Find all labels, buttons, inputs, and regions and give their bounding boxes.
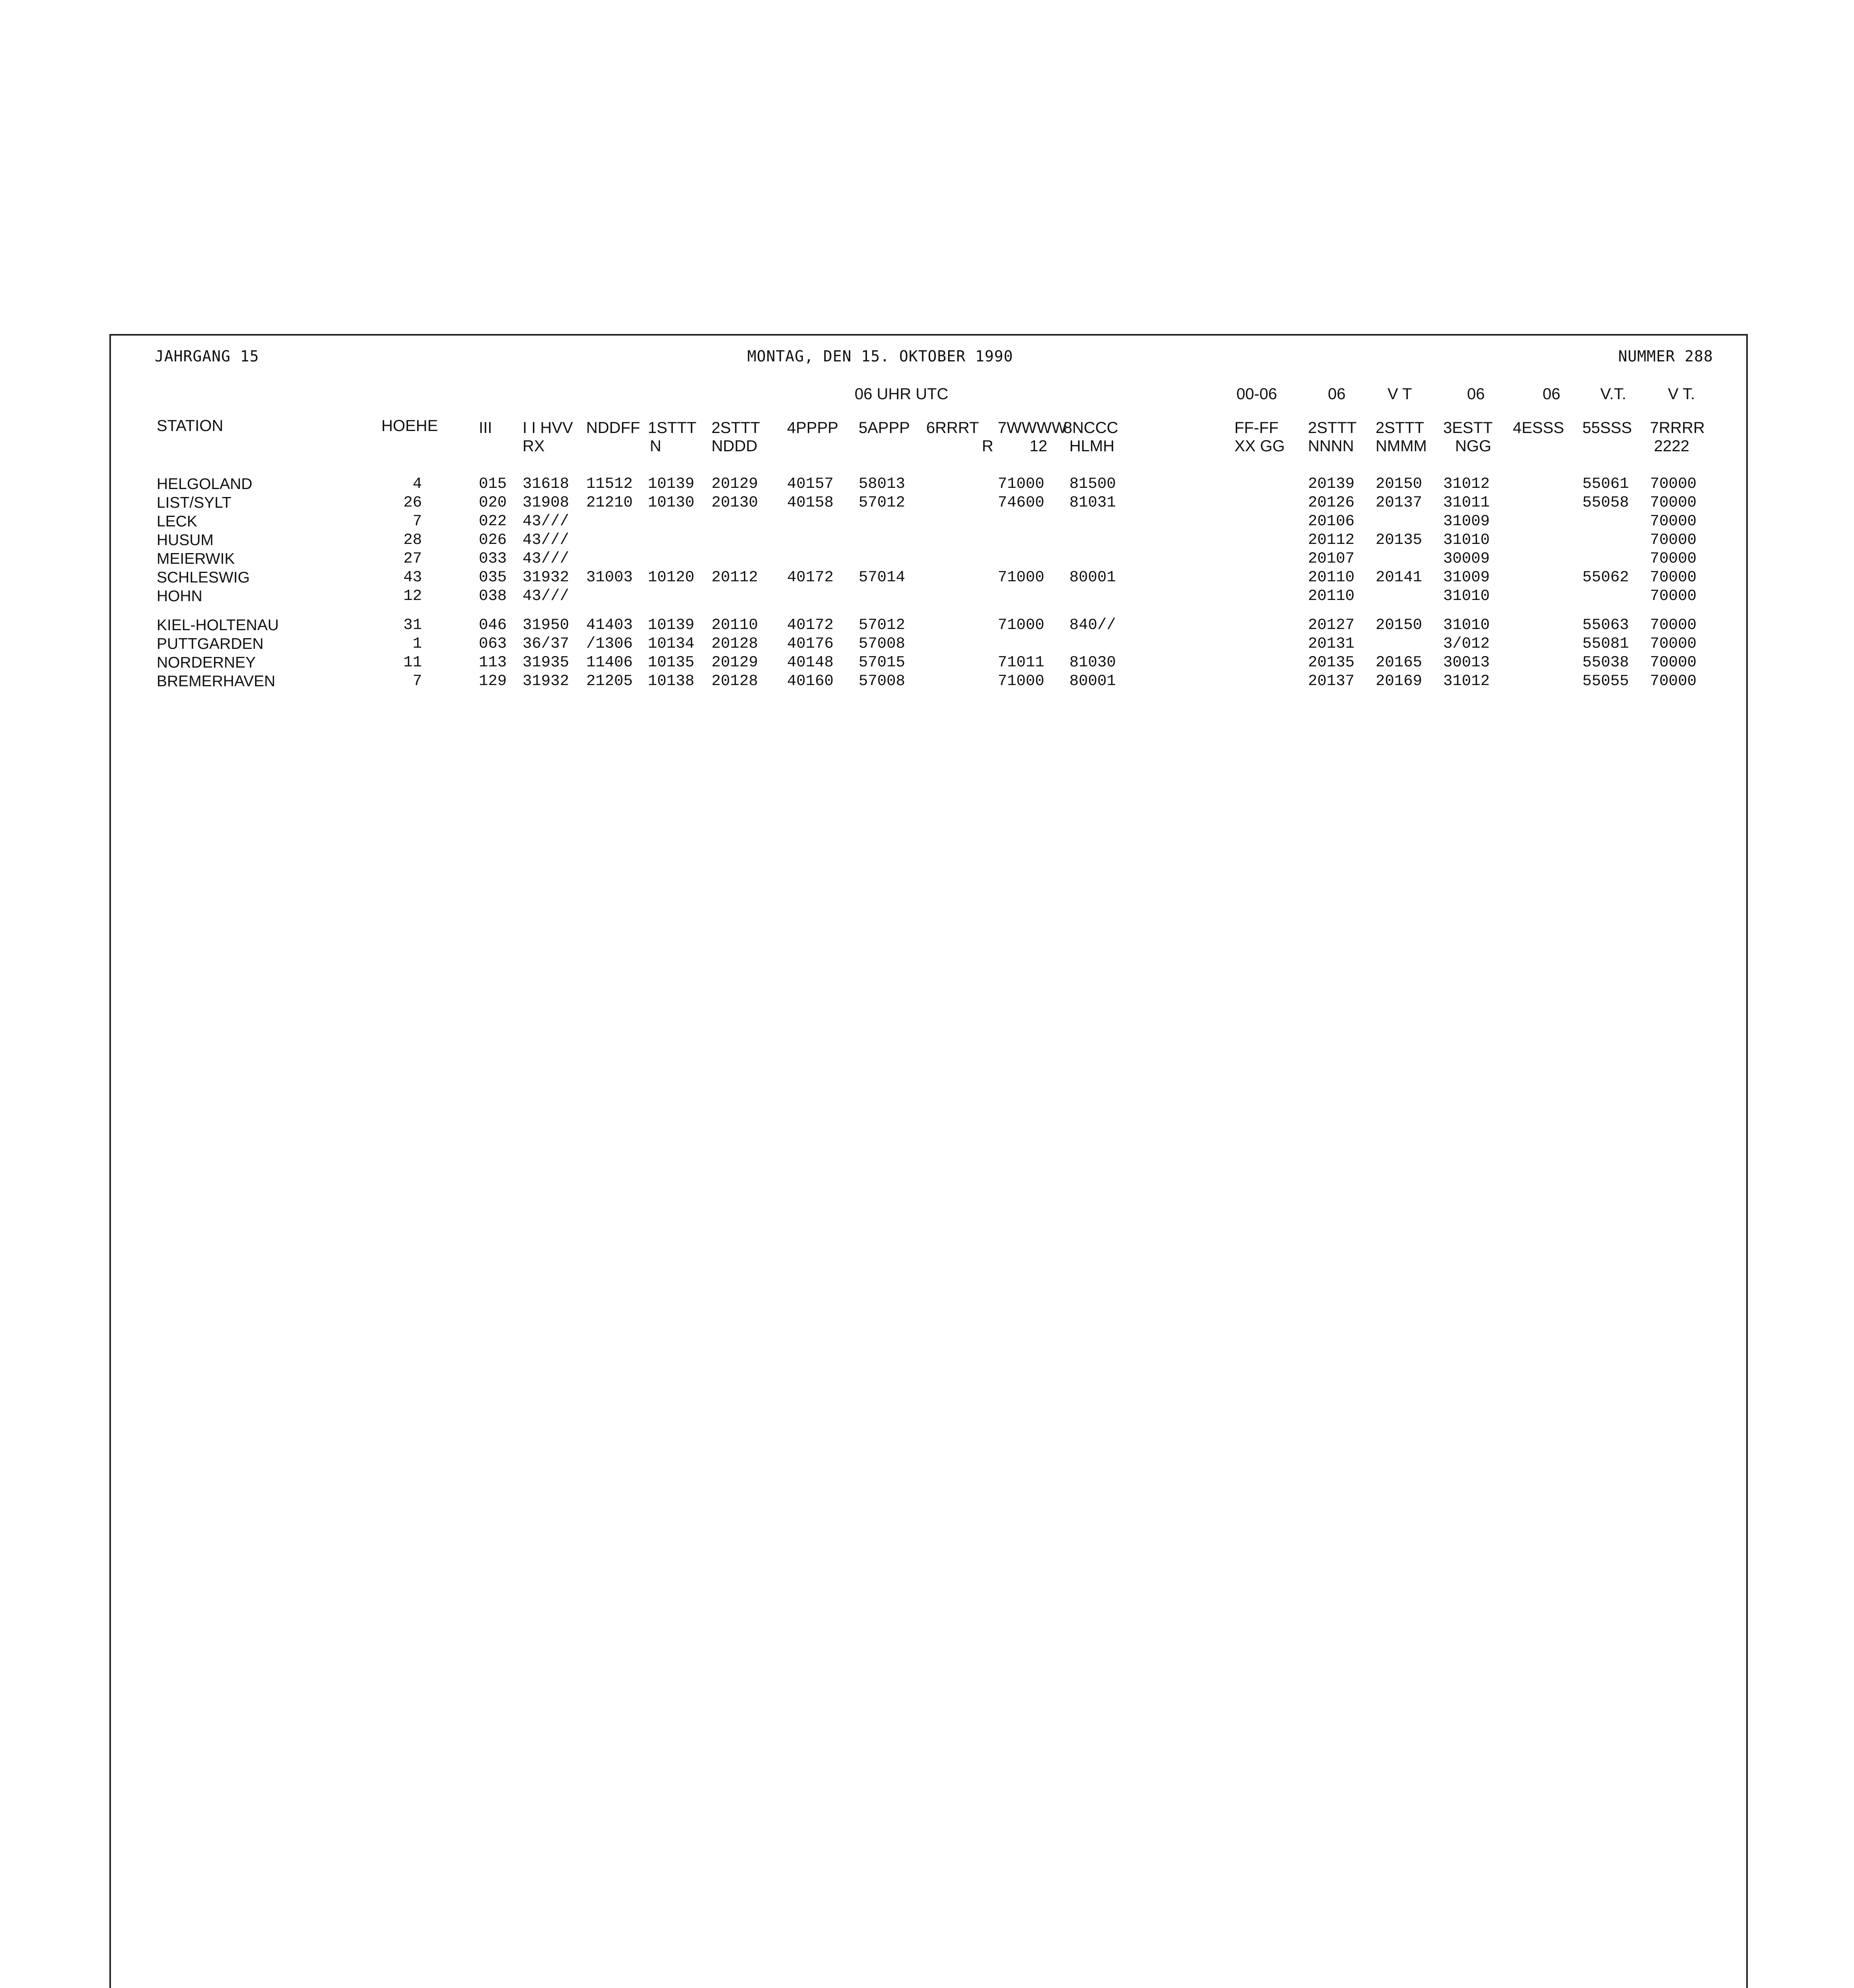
group-5appp: 57014 [859, 569, 906, 586]
report-date: MONTAG, DEN 15. OKTOBER 1990 [747, 348, 1013, 365]
station-id: 020 [479, 494, 507, 511]
group-r-2sttt-n: 20107 [1308, 550, 1355, 567]
col-nddff: NDDFF [586, 419, 640, 437]
station-height: 43 [403, 569, 422, 586]
group-r-7rrrr: 70000 [1650, 635, 1697, 652]
group-iihvv: 43/// [523, 587, 569, 605]
station-height: 7 [412, 672, 422, 690]
table-row [111, 635, 1746, 653]
time-right-5: 06 [1543, 385, 1561, 403]
group-r-3estt: 31011 [1443, 494, 1490, 511]
group-7wwww: 71000 [998, 616, 1045, 634]
group-nddff: 11406 [586, 654, 633, 671]
group-nddff: 21205 [586, 672, 633, 690]
group-r-3estt: 30013 [1443, 654, 1490, 671]
group-r-3estt: 31009 [1443, 513, 1490, 530]
col-r-esss: 4ESSS [1513, 419, 1564, 437]
group-5appp: 57008 [859, 672, 906, 690]
group-r-55sss: 55061 [1582, 475, 1629, 493]
group-r-2sttt-n: 20131 [1308, 635, 1355, 652]
col-r-stttn-sub: NNNN [1308, 437, 1354, 455]
col-stttnddd-sub: NDDD [711, 437, 758, 455]
group-4pppp: 40176 [787, 635, 834, 652]
group-r-7rrrr: 70000 [1650, 569, 1697, 586]
col-appp: 5APPP [859, 419, 910, 437]
group-4pppp: 40172 [787, 616, 834, 634]
group-r-55sss: 55058 [1582, 494, 1629, 511]
group-1sttt: 10135 [648, 654, 695, 671]
time-right-2: 06 [1328, 385, 1346, 403]
station-height: 1 [412, 635, 422, 652]
group-4pppp: 40148 [787, 654, 834, 671]
group-2sttt: 20129 [711, 475, 758, 493]
group-r-55sss: 55062 [1582, 569, 1629, 586]
group-r-3estt: 31010 [1443, 587, 1490, 605]
group-4pppp: 40157 [787, 475, 834, 493]
col-iihvv-sub: RX [523, 437, 545, 455]
issue-number: NUMMER 288 [1618, 348, 1713, 365]
station-id: 026 [479, 531, 507, 549]
group-nddff: 11512 [586, 475, 633, 493]
station-height: 12 [403, 587, 422, 605]
group-1sttt: 10120 [648, 569, 695, 586]
group-7wwww: 71000 [998, 569, 1045, 586]
station-name: KIEL-HOLTENAU [157, 617, 279, 634]
group-r-3estt: 31012 [1443, 672, 1490, 690]
group-8nccc: 840// [1069, 616, 1116, 634]
group-r-7rrrr: 70000 [1650, 654, 1697, 671]
group-2sttt: 20129 [711, 654, 758, 671]
group-iihvv: 31935 [523, 654, 569, 671]
time-main: 06 UHR UTC [855, 385, 948, 403]
group-nddff: 31003 [586, 569, 633, 586]
station-height: 4 [412, 475, 422, 493]
group-7wwww: 74600 [998, 494, 1045, 511]
group-r-7rrrr: 70000 [1650, 616, 1697, 634]
group-r-7rrrr: 70000 [1650, 494, 1697, 511]
station-name: HUSUM [157, 532, 214, 549]
group-r-2sttt-n: 20139 [1308, 475, 1355, 493]
col-r-stttn: 2STTT [1308, 419, 1357, 437]
group-r-3estt: 30009 [1443, 550, 1490, 567]
group-5appp: 57015 [859, 654, 906, 671]
col-iihvv: I I HVV [523, 419, 573, 437]
station-name: LECK [157, 513, 197, 530]
group-7wwww: 71000 [998, 475, 1045, 493]
group-r-2sttt-m: 20135 [1376, 531, 1423, 549]
group-r-2sttt-n: 20110 [1308, 569, 1355, 586]
station-id: 033 [479, 550, 507, 567]
station-id: 129 [479, 672, 507, 690]
time-right-6: V.T. [1600, 385, 1627, 403]
station-id: 015 [479, 475, 507, 493]
station-name: NORDERNEY [157, 654, 256, 671]
time-right-1: 00-06 [1236, 385, 1277, 403]
station-name: LIST/SYLT [157, 494, 231, 511]
group-r-2sttt-n: 20137 [1308, 672, 1355, 690]
group-4pppp: 40160 [787, 672, 834, 690]
group-r-2sttt-n: 20135 [1308, 654, 1355, 671]
station-height: 11 [403, 654, 422, 671]
station-id: 046 [479, 616, 507, 634]
group-r-2sttt-m: 20150 [1376, 616, 1423, 634]
group-r-7rrrr: 70000 [1650, 550, 1697, 567]
volume-label: JAHRGANG 15 [155, 348, 259, 365]
group-iihvv: 31908 [523, 494, 569, 511]
group-r-7rrrr: 70000 [1650, 587, 1697, 605]
group-r-2sttt-m: 20165 [1376, 654, 1423, 671]
station-id: 035 [479, 569, 507, 586]
group-r-2sttt-n: 20112 [1308, 531, 1355, 549]
station-id: 113 [479, 654, 507, 671]
group-nddff: 41403 [586, 616, 633, 634]
col-pppp: 4PPPP [787, 419, 838, 437]
group-8nccc: 81031 [1069, 494, 1116, 511]
station-id: 038 [479, 587, 507, 605]
group-r-2sttt-n: 20110 [1308, 587, 1355, 605]
time-right-4: 06 [1467, 385, 1485, 403]
group-4pppp: 40158 [787, 494, 834, 511]
group-nddff: /1306 [586, 635, 633, 652]
time-right-7: V T. [1668, 385, 1695, 403]
col-r-rrrr-sub: 2222 [1654, 437, 1689, 455]
table-row [111, 475, 1746, 493]
table-row [111, 616, 1746, 635]
table-row [111, 568, 1746, 587]
group-r-3estt: 31009 [1443, 569, 1490, 586]
station-name: HELGOLAND [157, 476, 253, 493]
group-r-2sttt-m: 20150 [1376, 475, 1423, 493]
group-4pppp: 40172 [787, 569, 834, 586]
group-r-55sss: 55055 [1582, 672, 1629, 690]
col-r-stttm-sub: NMMM [1376, 437, 1427, 455]
group-1sttt: 10139 [648, 616, 695, 634]
station-height: 28 [403, 531, 422, 549]
group-5appp: 57012 [859, 494, 906, 511]
group-r-7rrrr: 70000 [1650, 531, 1697, 549]
report-sheet [109, 334, 1748, 1988]
group-r-2sttt-m: 20137 [1376, 494, 1423, 511]
station-name: PUTTGARDEN [157, 635, 264, 652]
table-row [111, 549, 1746, 568]
col-iii: III [479, 419, 492, 437]
group-5appp: 57008 [859, 635, 906, 652]
station-id: 022 [479, 513, 507, 530]
group-nddff: 21210 [586, 494, 633, 511]
group-iihvv: 36/37 [523, 635, 569, 652]
group-2sttt: 20128 [711, 635, 758, 652]
col-r-rrrr: 7RRRR [1650, 419, 1705, 437]
group-r-55sss: 55063 [1582, 616, 1629, 634]
group-r-7rrrr: 70000 [1650, 672, 1697, 690]
time-right-3: V T [1388, 385, 1412, 403]
col-nccc: 8NCCC [1063, 419, 1118, 437]
group-iihvv: 43/// [523, 531, 569, 549]
station-height: 26 [403, 494, 422, 511]
group-iihvv: 31950 [523, 616, 569, 634]
col-r-estt-sub: NGG [1455, 437, 1492, 455]
group-8nccc: 81500 [1069, 475, 1116, 493]
group-r-3estt: 31010 [1443, 531, 1490, 549]
group-1sttt: 10130 [648, 494, 695, 511]
group-2sttt: 20128 [711, 672, 758, 690]
col-r-estt: 3ESTT [1443, 419, 1493, 437]
station-name: BREMERHAVEN [157, 673, 276, 690]
group-5appp: 58013 [859, 475, 906, 493]
group-2sttt: 20130 [711, 494, 758, 511]
group-5appp: 57012 [859, 616, 906, 634]
group-8nccc: 81030 [1069, 654, 1116, 671]
col-ffff: FF-FF [1234, 419, 1279, 437]
col-r-sss: 55SSS [1582, 419, 1632, 437]
col-wwww: 7WWWW [998, 419, 1067, 437]
table-row [111, 672, 1746, 691]
group-iihvv: 43/// [523, 550, 569, 567]
group-r-3estt: 3/012 [1443, 635, 1490, 652]
group-r-2sttt-m: 20169 [1376, 672, 1423, 690]
table-row [111, 587, 1746, 606]
group-7wwww: 71000 [998, 672, 1045, 690]
group-r-7rrrr: 70000 [1650, 513, 1697, 530]
group-r-2sttt-n: 20106 [1308, 513, 1355, 530]
col-rrrt: 6RRRT [926, 419, 979, 437]
col-station: STATION [157, 417, 223, 435]
table-row [111, 531, 1746, 549]
group-1sttt: 10138 [648, 672, 695, 690]
group-2sttt: 20110 [711, 616, 758, 634]
group-r-2sttt-n: 20127 [1308, 616, 1355, 634]
group-iihvv: 43/// [523, 513, 569, 530]
station-height: 27 [403, 550, 422, 567]
col-stttnddd: 2STTT [711, 419, 760, 437]
col-r-stttm: 2STTT [1376, 419, 1425, 437]
col-stttn: 1STTT [648, 419, 697, 437]
station-height: 31 [403, 616, 422, 634]
group-1sttt: 10134 [648, 635, 695, 652]
table-row [111, 493, 1746, 512]
station-name: SCHLESWIG [157, 569, 250, 586]
station-name: HOHN [157, 588, 202, 605]
col-stttn-sub: N [650, 437, 661, 455]
col-rrrt-sub: R [982, 437, 993, 455]
group-r-3estt: 31012 [1443, 475, 1490, 493]
table-row [111, 653, 1746, 672]
station-id: 063 [479, 635, 507, 652]
group-r-55sss: 55081 [1582, 635, 1629, 652]
col-nccc-sub: HLMH [1069, 437, 1115, 455]
col-wwww-sub: 12 [1030, 437, 1047, 455]
station-height: 7 [412, 513, 422, 530]
group-7wwww: 71011 [998, 654, 1045, 671]
group-r-55sss: 55038 [1582, 654, 1629, 671]
table-row [111, 512, 1746, 531]
group-2sttt: 20112 [711, 569, 758, 586]
group-r-3estt: 31010 [1443, 616, 1490, 634]
col-ffff-sub: XX GG [1234, 437, 1285, 455]
group-r-2sttt-m: 20141 [1376, 569, 1423, 586]
group-r-7rrrr: 70000 [1650, 475, 1697, 493]
group-iihvv: 31932 [523, 569, 569, 586]
group-r-2sttt-n: 20126 [1308, 494, 1355, 511]
group-iihvv: 31618 [523, 475, 569, 493]
group-8nccc: 80001 [1069, 569, 1116, 586]
group-8nccc: 80001 [1069, 672, 1116, 690]
group-iihvv: 31932 [523, 672, 569, 690]
group-1sttt: 10139 [648, 475, 695, 493]
col-hoehe: HOEHE [381, 417, 438, 435]
station-name: MEIERWIK [157, 550, 235, 567]
